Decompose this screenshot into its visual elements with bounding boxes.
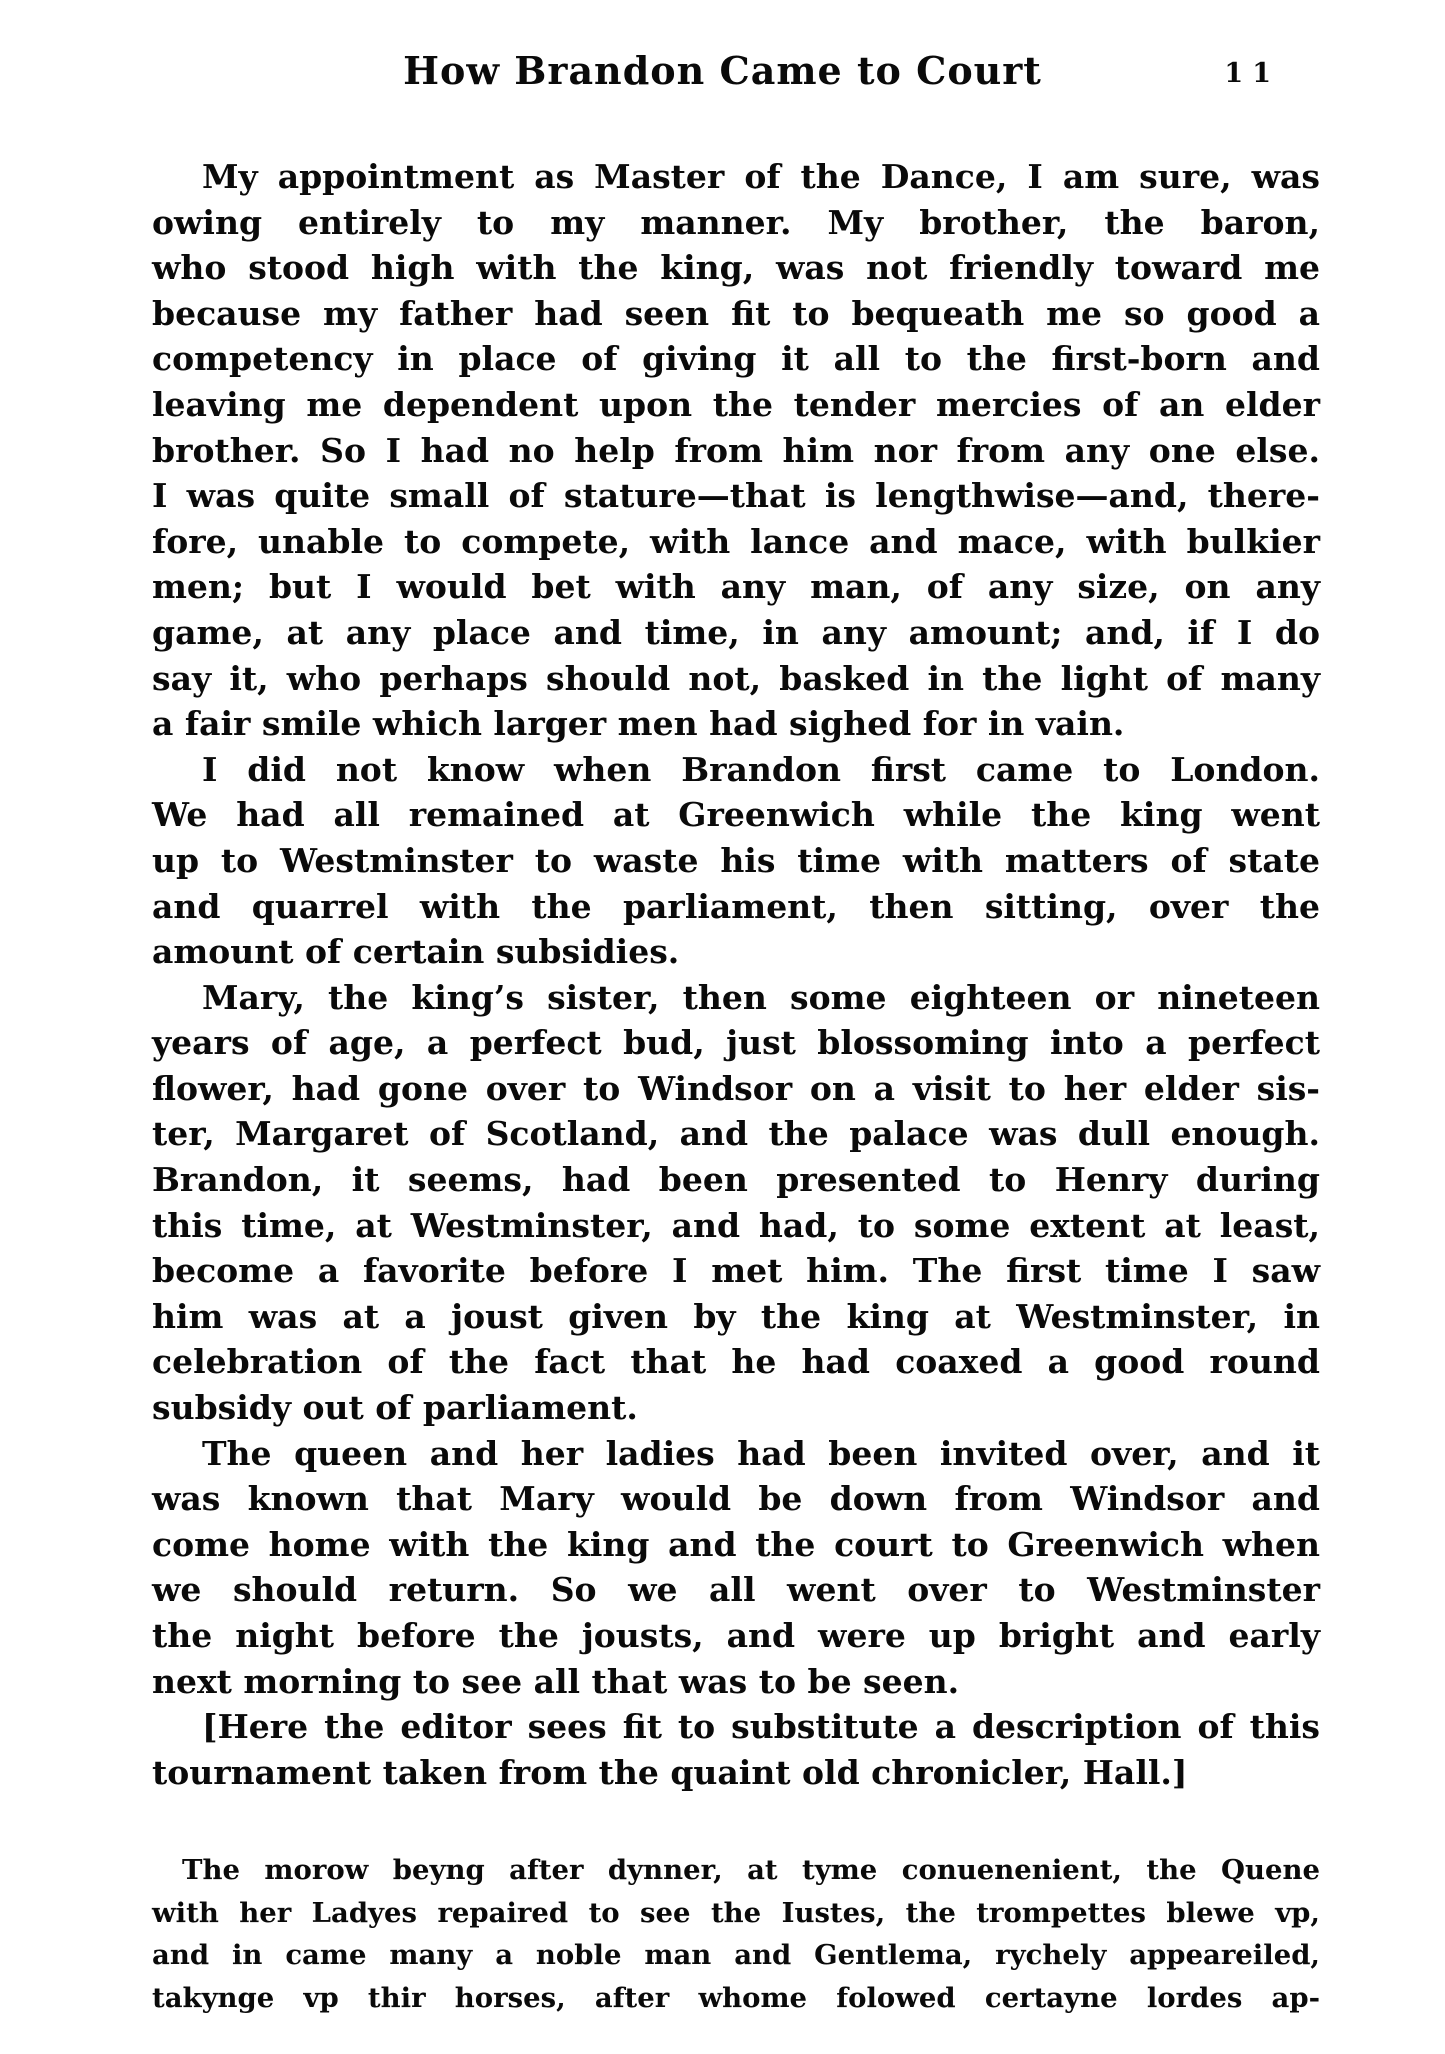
text-line: I did not know when Brandon first came to London. [202,749,1320,789]
text-column [152,154,1320,2019]
text-line: men; but I would bet with any man, of any size, on any [152,567,1320,607]
text-line: become a favorite before I met him. The first time I saw [152,1251,1320,1291]
text-line: leaving me dependent upon the tender mercies of an elder [152,384,1320,424]
text-line: flower, had gone over to Windsor on a visit to her elder sis- [152,1068,1320,1108]
page-header [0,0,1445,104]
paragraph-queen-ladies [152,1431,1320,1705]
paragraph-brandon-london [152,747,1320,975]
running-header-title: How Brandon Came to Court [403,48,1042,93]
text-line: My appointment as Master of the Dance, I am sure, was [202,157,1320,196]
paragraph-hall-chronicle [152,1849,1320,2019]
text-line: [Here the editor sees fit to substitute a description of this [202,1707,1320,1747]
text-line: I was quite small of stature—that is lengthwise—and, there- [152,476,1320,516]
text-line: the night before the jousts, and were up bright and early [152,1616,1320,1655]
text-line: owing entirely to my manner. My brother, the baron, [152,202,1320,242]
text-line: tournament taken from the quaint old chronicler, Hall.] [152,1752,1188,1792]
text-line: Brandon, it seems, had been presented to Henry during [152,1160,1320,1200]
text-line: brother. So I had no help from him nor from any one else. [152,430,1320,470]
text-line: him was at a joust given by the king at Westminster, in [152,1296,1320,1336]
text-line: We had all remained at Greenwich while the king went [152,795,1320,835]
text-line: this time, at Westminster, and had, to some extent at least, [152,1205,1320,1245]
text-line: who stood high with the king, was not friendly toward me [152,248,1320,288]
text-line: next morning to see all that was to be seen. [152,1661,960,1701]
paragraph-appointment [152,154,1320,747]
text-line: with her Ladyes repaired to see the Iustes, the trompettes blewe vp, [152,1896,1320,1929]
text-line: years of age, a perfect bud, just blossoming into a perfect [152,1023,1320,1063]
page-number: 11 [1224,58,1280,89]
text-line: and in came many a noble man and Gentlema, rychely appeareiled, [152,1939,1320,1972]
text-line: up to Westminster to waste his time with matters of state [152,840,1320,880]
text-line: competency in place of giving it all to the first-born and [152,339,1320,379]
text-line: because my father had seen fit to bequeath me so good a [152,293,1320,333]
text-line: was known that Mary would be down from Windsor and [152,1479,1320,1519]
text-line: Mary, the king’s sister, then some eighteen or nineteen [202,977,1320,1017]
text-line: say it, who perhaps should not, basked in the light of many [152,658,1320,698]
text-line: amount of certain subsidies. [152,932,680,972]
text-line: ter, Margaret of Scotland, and the palace was dull enough. [152,1114,1320,1154]
text-line: The morow beyng after dynner, at tyme conuenenient, the Quene [182,1854,1320,1887]
paragraph-mary [152,975,1320,1431]
text-line: a fair smile which larger men had sighed for in vain. [152,704,1125,744]
text-line: The queen and her ladies had been invited over, and it [202,1433,1320,1473]
text-line: we should return. So we all went over to Westminster [152,1570,1320,1610]
text-line: takynge vp thir horses, after whome folowed certayne lordes ap- [152,1981,1320,2014]
text-line: and quarrel with the parliament, then sitting, over the [152,886,1320,926]
text-line: come home with the king and the court to Greenwich when [152,1524,1320,1564]
text-line: subsidy out of parliament. [152,1388,638,1428]
text-line: game, at any place and time, in any amount; and, if I do [152,612,1320,652]
text-line: fore, unable to compete, with lance and mace, with bulkier [152,521,1320,561]
paragraph-editor-note [152,1704,1320,1795]
text-line: celebration of the fact that he had coaxed a good round [152,1342,1320,1382]
